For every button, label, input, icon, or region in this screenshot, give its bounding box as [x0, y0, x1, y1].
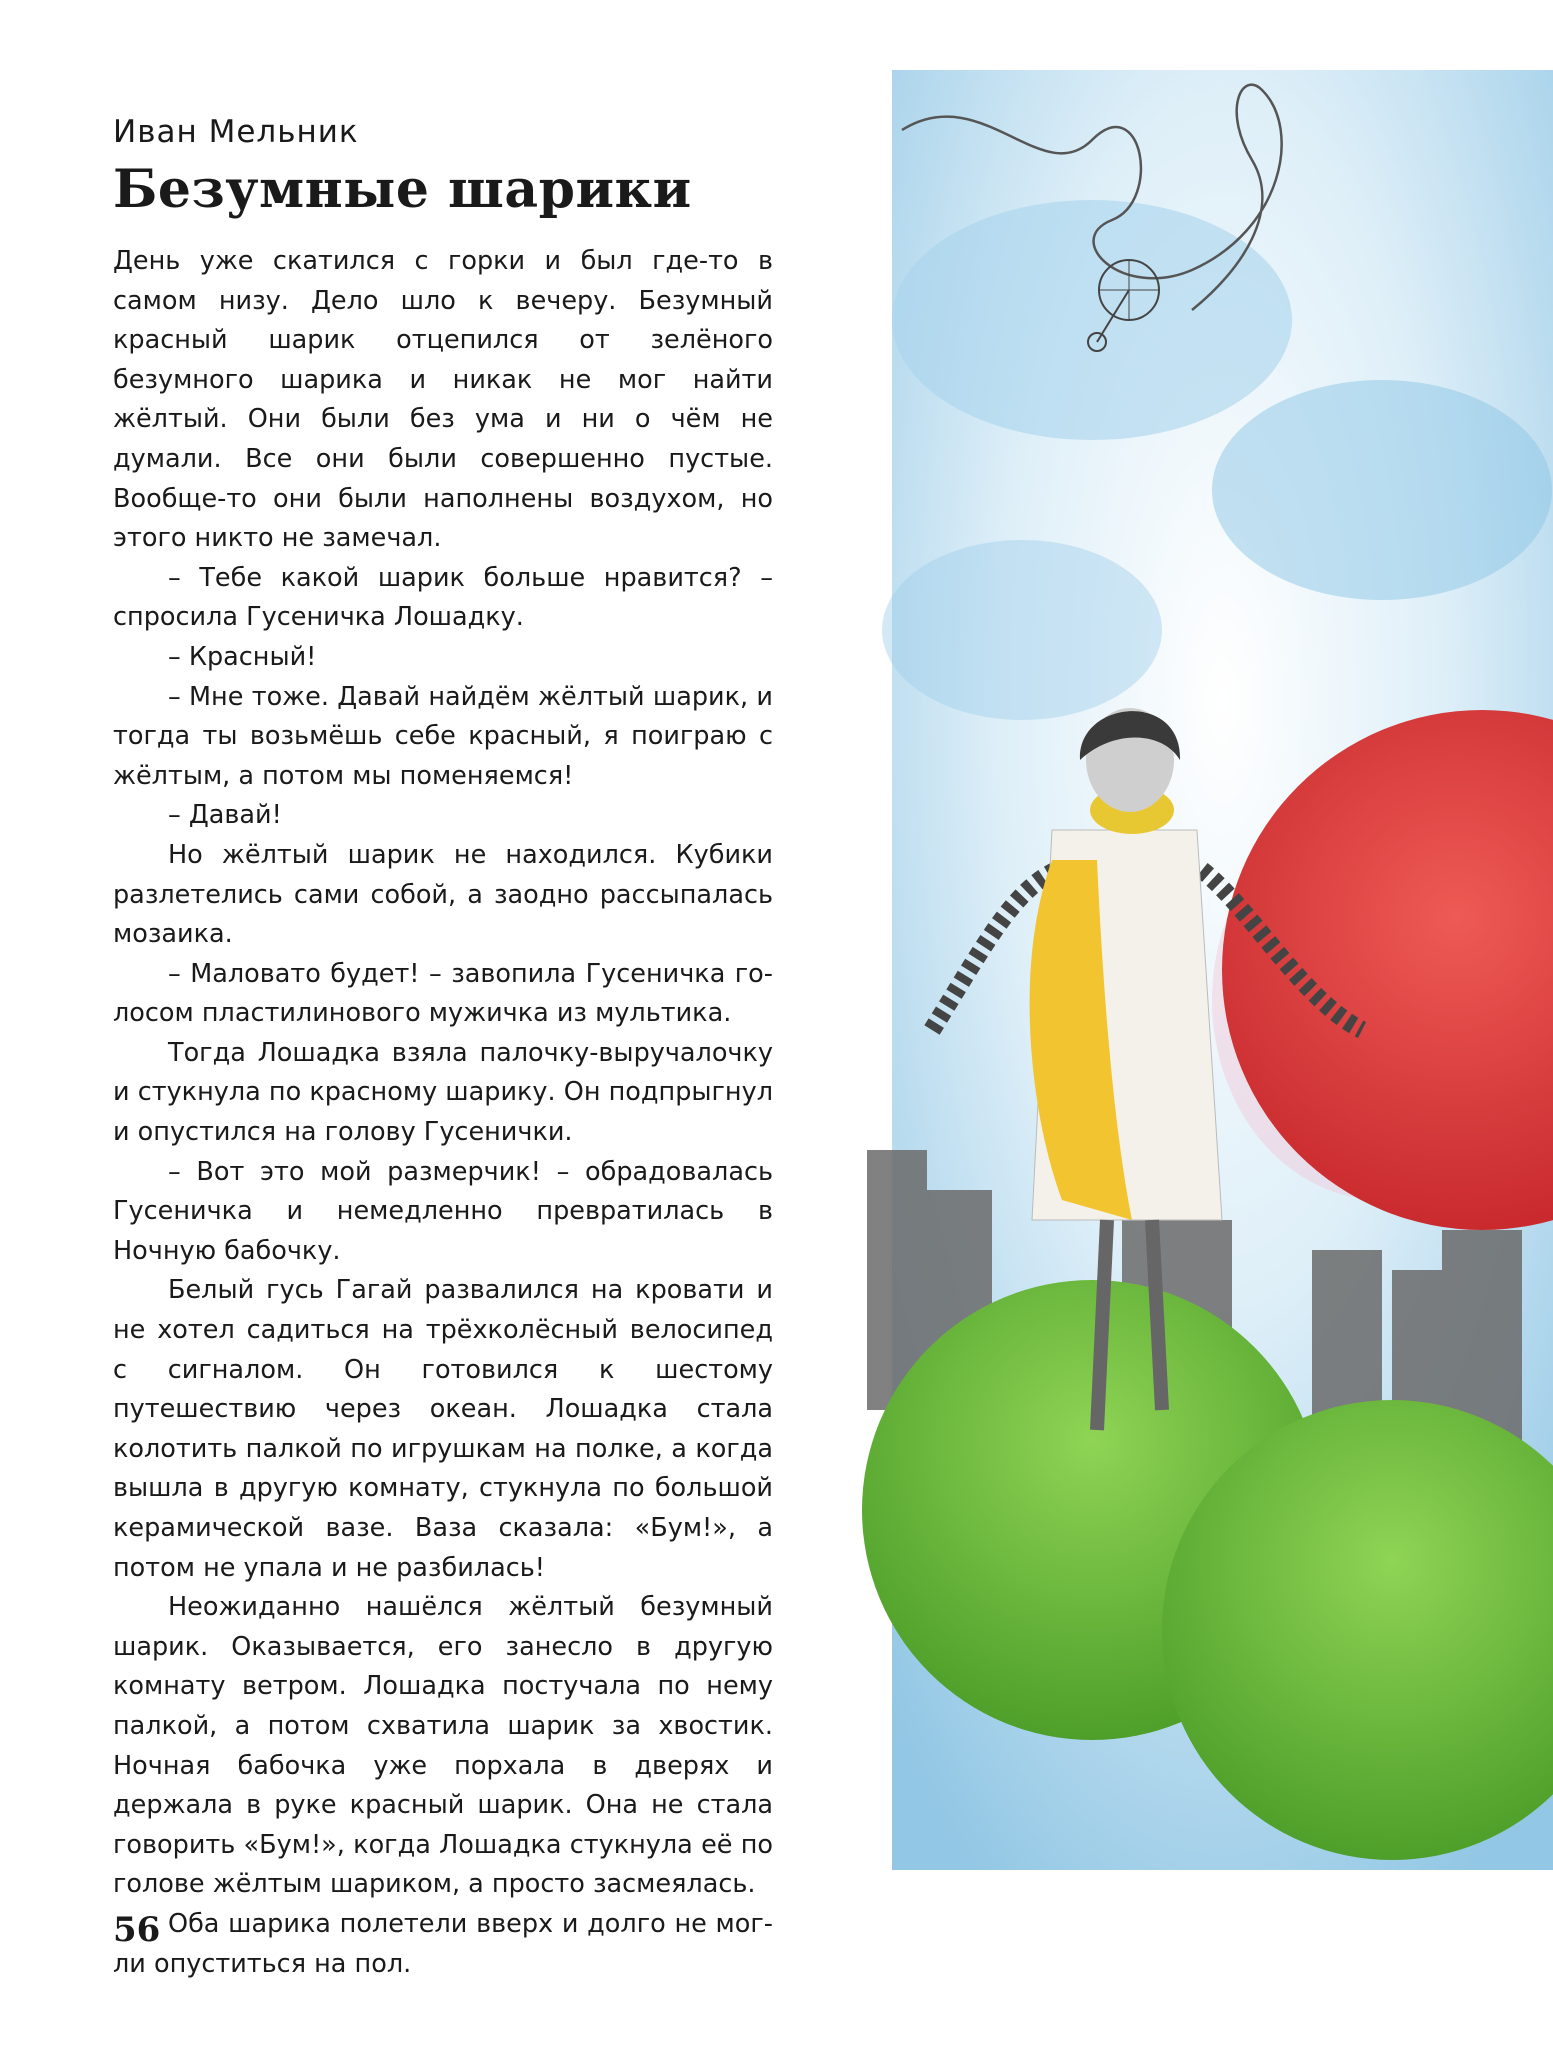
story-paragraph: – Мне тоже. Давай найдём жёлтый шарик, и тогда ты возьмёшь себе красный, я поиграю с жёлтым, а потом мы поменяемся!	[113, 681, 773, 791]
cloud-splash	[892, 200, 1292, 440]
story-illustration	[862, 70, 1553, 1870]
story-title: Безумные шарики	[113, 159, 692, 220]
story-paragraph: – Давай!	[168, 800, 282, 831]
page-number: 56	[113, 1910, 161, 1950]
story-paragraph: Неожиданно нашёлся жёлтый безумный шарик. Оказывается, его занесло в другую комнату ветром. Лошадка постучала по нему палкой, а потом схватила шарик за хвостик. Ночная бабочка уже порхала в дверях и держала в руке красный шарик. Она не стала говорить «Бум!», когда Лошадка стукнула её по голове жёлтым шариком, а просто засмеялась.	[113, 1592, 773, 1900]
story-paragraph: Тогда Лошадка взяла палочку-выручалочку и стукнула по красному шарику. Он подпрыгнул и опустился на голову Гусенички.	[113, 1037, 773, 1148]
story-paragraph: – Маловато будет! – завопила Гусеничка голосом пластилинового мужичка из мультика.	[113, 958, 773, 1029]
story-paragraph: – Тебе какой шарик больше нравится? – спросила Гусеничка Лошадку.	[113, 562, 773, 633]
story-paragraph: – Красный!	[168, 641, 317, 672]
story-paragraph: Но жёлтый шарик не находился. Кубики разлетелись сами собой, а заодно рассыпалась мозаика.	[113, 839, 773, 950]
story-paragraph: – Вот это мой размерчик! – обрадовалась Гусеничка и немедленно превратилась в Ночную бабочку.	[113, 1156, 773, 1266]
cloud-splash	[882, 540, 1162, 720]
author-name: Иван Мельник	[113, 114, 359, 150]
cloud-splash	[1212, 380, 1552, 600]
story-body	[113, 242, 773, 1984]
story-paragraph: День уже скатился с горки и был где-то в самом низу. Дело шло к вечеру. Безумный красный шарик отцепился от зелёного безумного шарика и никак не мог найти жёлтый. Они были без ума и ни о чём не думали. Все они были совершенно пустые. Вообще-то они были наполнены воздухом, но этого никто не замечал.	[113, 246, 773, 554]
story-paragraph: Оба шарика полетели вверх и долго не могли опуститься на пол.	[113, 1908, 773, 1979]
text-column	[113, 112, 773, 1984]
story-paragraph: Белый гусь Гагай развалился на кровати и не хотел садиться на трёхколёсный велосипед с сигналом. Он готовился к шестому путешествию через океан. Лошадка стала колотить палкой по игрушкам на полке, а когда вышла в другую комнату, стукнула по большой керамической вазе. Ваза сказала: «Бум!», а потом не упала и не разбилась!	[113, 1275, 773, 1583]
